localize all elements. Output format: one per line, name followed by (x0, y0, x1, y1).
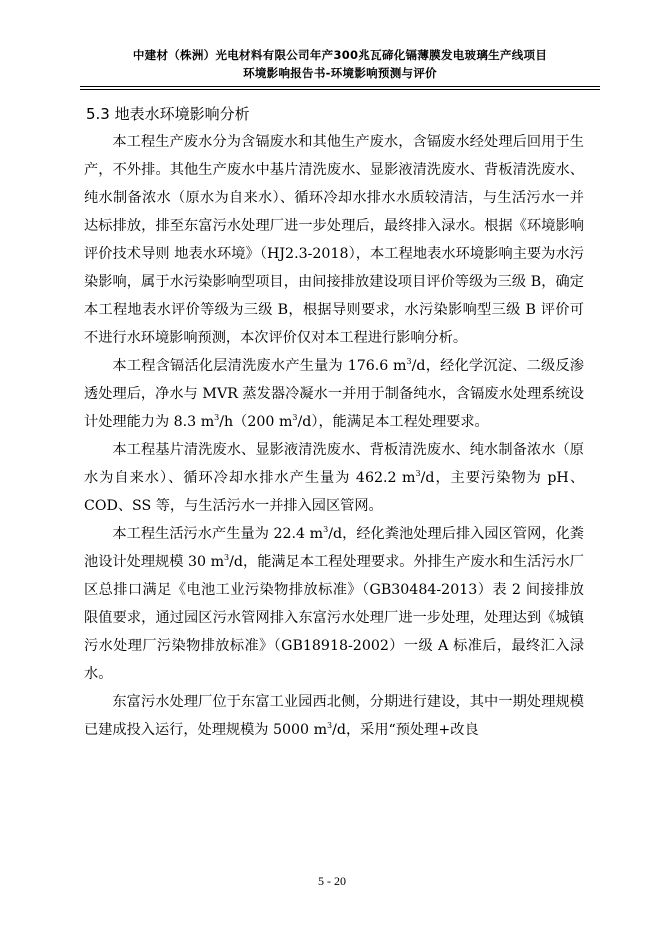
page-header (80, 46, 600, 82)
header-rule (80, 86, 600, 87)
header-project-title: 中建材（株洲）光电材料有限公司年产300兆瓦碲化镉薄膜发电玻璃生产线项目 (132, 48, 548, 62)
paragraph-1: 本工程生产废水分为含镉废水和其他生产废水，含镉废水经处理后回用于生产，不外排。其他生产废水中基片清洗废水、显影液清洗废水、背板清洗废水、纯水制备浓水（原水为自来水）、循环冷却水排水水质较清洁，与生活污水一并达标排放，排至东富污水处理厂进一步处理后，最终排入渌水。根据《环境影响评价技术导则 地表水环境》（HJ2.3-2018），本工程地表水环境影响主要为水污染影响，属于水污染影响型项目，由间接排放建设项目评价等级为三级 B，确定本工程地表水评价等级为三级 B，根据导则要求，水污染影响型三级 B 评价可不进行水环境影响预测，本次评价仅对本工程进行影响分析。 (84, 134, 584, 346)
page-number: 5 - 20 (318, 874, 346, 888)
section-number: 5.3 (86, 105, 110, 123)
section-title: 地表水环境影响分析 (114, 105, 250, 123)
header-chapter-title: 环境影响报告书-环境影响预测与评价 (243, 66, 437, 80)
paragraph-3: 本工程基片清洗废水、显影液清洗废水、背板清洗废水、纯水制备浓水（原水为自来水）、循环冷却水排水产生量为 462.2 $m^3/d$，主要污染物为 pH、COD、SS 等，与生活污水一并排入园区管网。 (84, 442, 585, 514)
section-heading (86, 100, 584, 128)
paragraph-5: 东富污水处理厂位于东富工业园西北侧，分期进行建设，其中一期处理规模已建成投入运行，处理规模为 5000 $m^3/d$，采用“预处理+改良 (84, 694, 584, 738)
page-body (84, 100, 584, 744)
paragraph-4: 本工程生活污水产生量为 22.4 $m^3/d$，经化粪池处理后排入园区管网，化粪池设计处理规模 30 $m^3/d$，能满足本工程处理要求。外排生产废水和生活污水厂区总排口满足《电池工业污染物排放标准》（GB30484-2013）表 2 间接排放限值要求，通过园区污水管网排入东富污水处理厂进一步处理，处理达到《城镇污水处理厂污染物排放标准》（GB18918-2002）一级 A 标准后，最终汇入渌水。 (84, 525, 584, 682)
header-rule-thin (80, 89, 600, 90)
paragraph-2: 本工程含镉活化层清洗废水产生量为 176.6 $m^3/d$，经化学沉淀、二级反渗透处理后，净水与 MVR 蒸发器冷凝水一并用于制备纯水，含镉废水处理系统设计处理能力为 8.3 $m^3/h(200$ $m^3/d$），能满足本工程处理要求。 (84, 357, 584, 430)
